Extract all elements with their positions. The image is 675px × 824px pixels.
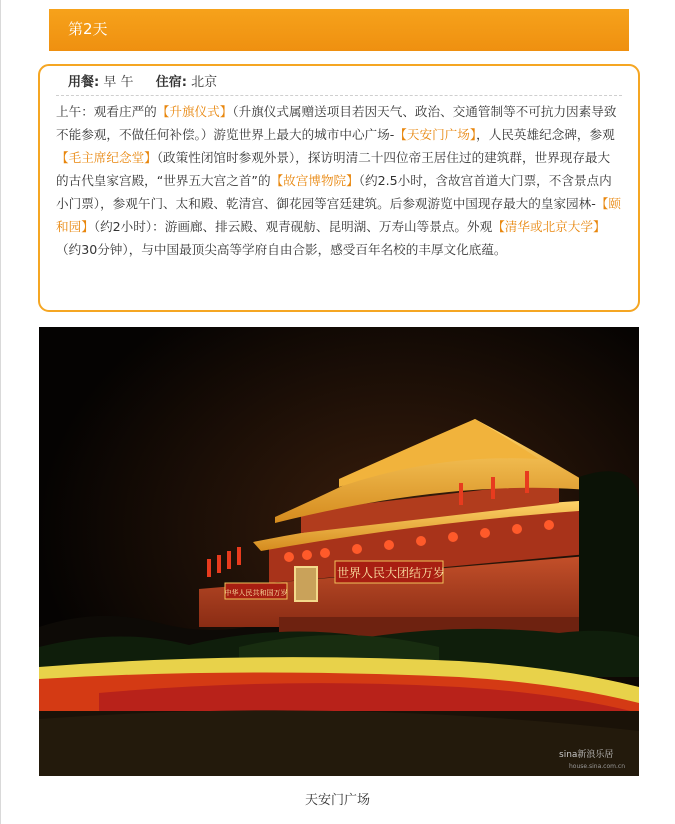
stay-value: 北京: [191, 75, 218, 90]
page-left-rule: [0, 0, 1, 824]
itinerary-highlight: 【升旗仪式】: [156, 104, 233, 119]
itinerary-highlight: 【毛主席纪念堂】: [56, 150, 157, 165]
itinerary-segment: 上午：观看庄严的: [56, 104, 157, 119]
banner-right-text: 世界人民大团结万岁: [336, 566, 446, 580]
banner-left-text: 中华人民共和国万岁: [224, 589, 288, 597]
meal-label: 用餐:: [68, 75, 100, 90]
itinerary-segment: ，人民英雄纪念碑，参观: [476, 127, 615, 142]
itinerary-highlight: 【清华或北京大学】: [492, 219, 606, 234]
itinerary-segment: （约30分钟），与中国最顶尖高等学府自由合影，感受百年名校的丰厚文化底蕴。: [56, 242, 507, 257]
photo-caption: 天安门广场: [304, 793, 370, 808]
tiananmen-photo: [39, 327, 639, 776]
itinerary-highlight: 【故宫博物院】: [270, 173, 359, 188]
meal-value: 早 午: [103, 75, 134, 90]
photo-watermark-url: house.sina.com.cn: [569, 763, 626, 770]
itinerary-segment: （约2.5小时，含故宫首道大门票，不含景点内小门票），参观午门、太和殿、乾清宫、御花园等宫廷建筑。后参观游览中国现存最大的皇家园林-: [56, 173, 612, 211]
itinerary-segment: （升旗仪式属赠送项目若因天气、政治、交通管制等不可抗力因素导致不能参观，不做任何补偿。）游览世界上最大的城市中心广场-: [56, 104, 617, 142]
itinerary-highlight: 【颐和园】: [56, 196, 621, 234]
day-header: [49, 9, 629, 51]
itinerary-highlight: 【天安门广场】: [394, 127, 477, 142]
meals-row: [56, 71, 622, 96]
itinerary-text: [56, 100, 622, 261]
itinerary-segment: （政策性闭馆时参观外景），探访明清二十四位帝王居住过的建筑群，世界现存最大的古代皇家宫殿，“世界五大宫之首”的: [56, 150, 611, 188]
day-title: 第2天: [68, 20, 108, 38]
itinerary-segment: （约2小时）：游画廊、排云殿、观青砚舫、昆明湖、万寿山等景点。外观: [93, 219, 493, 234]
itinerary-box: [38, 64, 640, 312]
photo-watermark: sina新浪乐居: [559, 750, 614, 760]
stay-label: 住宿:: [155, 75, 187, 90]
